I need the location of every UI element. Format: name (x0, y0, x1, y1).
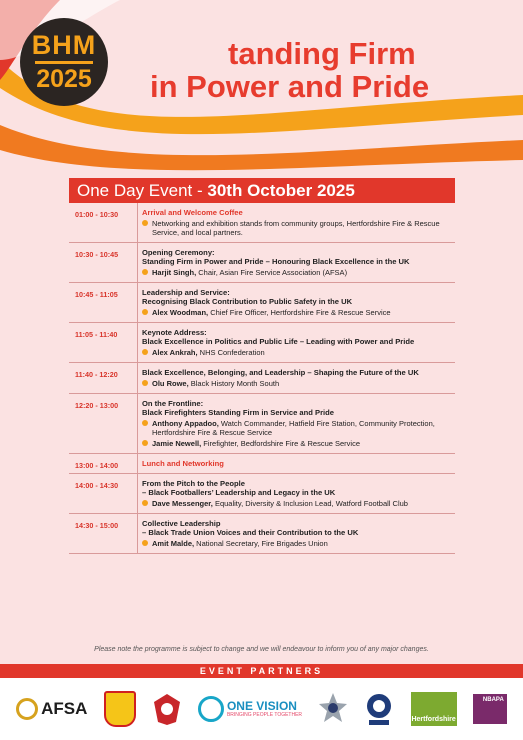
speaker-name: Jamie Newell, (152, 439, 202, 448)
schedule-content (137, 454, 455, 473)
schedule-row (69, 203, 455, 243)
session-title: On the Frontline: (142, 399, 204, 408)
speaker-role: Black History Month South (188, 379, 280, 388)
schedule-time: 12:20 - 13:00 (75, 401, 119, 410)
speaker-item (142, 219, 455, 237)
bullet-icon (142, 269, 148, 275)
onevision-text: ONE VISION (226, 699, 297, 713)
speaker-item (142, 308, 455, 317)
session-subtitle: Black Firefighters Standing Firm in Service and Pride (142, 408, 335, 417)
partners-heading: EVENT PARTNERS (0, 664, 523, 678)
schedule-time: 14:30 - 15:00 (75, 521, 119, 530)
speaker-name: Dave Messenger, (152, 499, 213, 508)
schedule-time: 10:45 - 11:05 (75, 290, 118, 299)
schedule-time: 01:00 - 10:30 (75, 210, 119, 219)
session-title: Opening Ceremony: (142, 248, 215, 257)
schedule-content (137, 283, 455, 322)
session-subtitle: Black Excellence in Politics and Public Life – Leading with Power and Pride (142, 337, 415, 346)
session-subtitle: – Black Footballers’ Leadership and Legacy in the UK (142, 488, 336, 497)
speaker-role: Equality, Diversity & Inclusion Lead, Watford Football Club (212, 499, 408, 508)
speaker-item (142, 439, 455, 448)
session-title: Keynote Address: (142, 328, 207, 337)
fire-service-logo (152, 692, 182, 726)
schedule-content (137, 394, 455, 453)
hertfordshire-logo: Hertfordshire (411, 692, 457, 726)
speaker-item (142, 499, 455, 508)
schedule-content (137, 243, 455, 282)
onevision-emblem-icon (198, 696, 224, 722)
logo-divider (35, 61, 93, 64)
speaker-item (142, 268, 455, 277)
speaker-item (142, 539, 455, 548)
speaker-role: Watch Commander, Hatfield Fire Station, Community Protection, Hertfordshire Fire & Rescue Service (152, 419, 435, 437)
speaker-name: Alex Ankrah, (152, 348, 198, 357)
schedule-row (69, 363, 455, 394)
onevision-subtext: BRINGING PEOPLE TOGETHER (226, 712, 303, 718)
speaker-name: Alex Woodman, (152, 308, 209, 317)
bullet-icon (142, 380, 148, 386)
police-star-icon (318, 692, 348, 726)
tagline-line1: tanding Firm (228, 36, 416, 71)
schedule-time: 13:00 - 14:00 (75, 461, 119, 470)
session-title: Black Excellence, Belonging, and Leadership – Shaping the Future of the UK (142, 368, 419, 377)
partner-logos (0, 678, 523, 740)
nbapa-logo: NBAPA (473, 694, 507, 724)
schedule-content (137, 474, 455, 513)
bullet-icon (142, 440, 148, 446)
schedule-table (69, 203, 455, 554)
bullet-icon (142, 309, 148, 315)
schedule-row (69, 514, 455, 554)
speaker-role: National Secretary, Fire Brigades Union (194, 539, 328, 548)
schedule-row (69, 454, 455, 474)
constabulary-badge-icon (364, 691, 394, 727)
speaker-role: Firefighter, Bedfordshire Fire & Rescue Service (201, 439, 361, 448)
fire-crest-icon (152, 692, 182, 726)
afsa-text: AFSA (41, 699, 88, 718)
afsa-emblem-icon (16, 698, 38, 720)
session-title: Leadership and Service: (142, 288, 230, 297)
event-date-bar (69, 178, 455, 203)
schedule-content (137, 363, 455, 393)
speaker-name: Harjit Singh, (152, 268, 197, 277)
schedule-row (69, 474, 455, 514)
session-subtitle: Recognising Black Contribution to Public Safety in the UK (142, 297, 353, 306)
watford-crest-icon (104, 691, 136, 727)
speaker-name: Anthony Appadoo, (152, 419, 219, 428)
constabulary-logo (364, 691, 394, 727)
speaker-item (142, 379, 455, 388)
schedule-content (137, 323, 455, 362)
schedule-content (137, 514, 455, 553)
schedule-row (69, 243, 455, 283)
speaker-role: Chair, Asian Fire Service Association (AFSA) (196, 268, 348, 277)
logo-line2: 2025 (36, 65, 92, 93)
schedule-time: 10:30 - 10:45 (75, 250, 119, 259)
schedule-time: 11:40 - 12:20 (75, 370, 118, 379)
session-subtitle: Standing Firm in Power and Pride – Honouring Black Excellence in the UK (142, 257, 410, 266)
tagline-line2: in Power and Pride (150, 68, 430, 104)
schedule-row (69, 323, 455, 363)
bullet-icon (142, 500, 148, 506)
tagline (150, 38, 429, 103)
afsa-logo (16, 698, 87, 720)
session-title: Arrival and Welcome Coffee (142, 208, 243, 217)
schedule-row (69, 394, 455, 454)
session-subtitle: – Black Trade Union Voices and their Contribution to the UK (142, 528, 359, 537)
schedule-row (69, 283, 455, 323)
speaker-role: NHS Confederation (197, 348, 265, 357)
session-title: Collective Leadership (142, 519, 221, 528)
speaker-name: Olu Rowe, (152, 379, 189, 388)
speaker-item (142, 348, 455, 357)
event-label: One Day Event - (77, 181, 208, 200)
onevision-logo (198, 696, 302, 722)
speaker-name: Amit Malde, (152, 539, 195, 548)
session-title: Lunch and Networking (142, 459, 224, 468)
schedule-time: 11:05 - 11:40 (75, 330, 118, 339)
speaker-role: Chief Fire Officer, Hertfordshire Fire & Rescue Service (208, 308, 391, 317)
bullet-icon (142, 420, 148, 426)
logo-line1: BHM (31, 30, 97, 60)
bullet-icon (142, 349, 148, 355)
bhm-logo (20, 18, 108, 106)
speaker-item (142, 419, 455, 437)
speaker-role: Networking and exhibition stands from community groups, Hertfordshire Fire & Rescue Service, and local partners. (152, 219, 440, 237)
header-banner (0, 0, 523, 180)
schedule-time: 14:00 - 14:30 (75, 481, 119, 490)
bullet-icon (142, 540, 148, 546)
event-date: 30th October 2025 (207, 181, 355, 200)
session-title: From the Pitch to the People (142, 479, 245, 488)
disclaimer-note: Please note the programme is subject to change and we will endeavour to inform you of any major changes. (94, 646, 429, 653)
watford-logo (104, 691, 136, 727)
bullet-icon (142, 220, 148, 226)
police-logo (318, 692, 348, 726)
schedule-content (137, 203, 455, 242)
